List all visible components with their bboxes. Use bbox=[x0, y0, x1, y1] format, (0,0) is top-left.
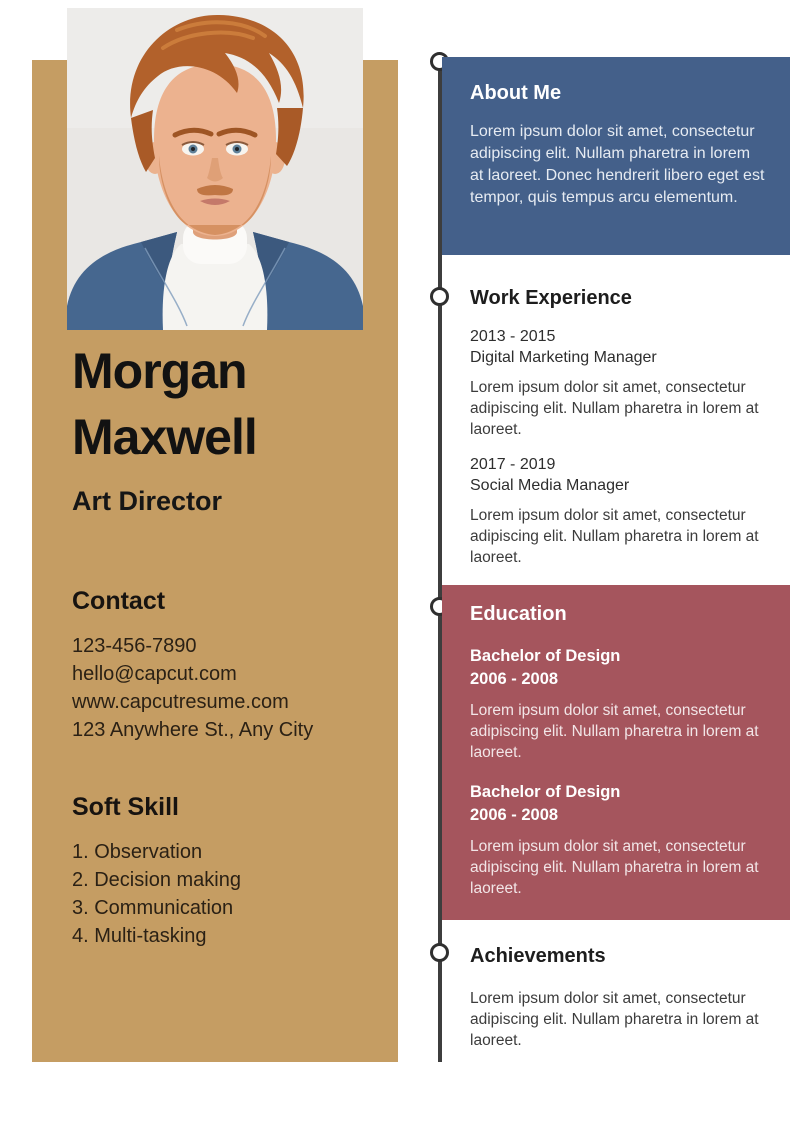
portrait-illustration bbox=[67, 8, 363, 330]
contact-heading: Contact bbox=[72, 587, 166, 615]
education-section bbox=[442, 585, 790, 920]
contact-website: www.capcutresume.com bbox=[72, 691, 289, 713]
work-experience-section bbox=[470, 286, 774, 568]
achievements-heading: Achievements bbox=[470, 945, 606, 967]
timeline-dot-work bbox=[430, 287, 449, 306]
contact-phone: 123-456-7890 bbox=[72, 635, 197, 657]
left-sidebar-content bbox=[72, 338, 372, 950]
contact-list bbox=[72, 632, 372, 744]
job-title: Art Director bbox=[72, 486, 223, 516]
education-entry bbox=[470, 781, 766, 899]
achievements-body: Lorem ipsum dolor sit amet, consectetur adipiscing elit. Nullam pharetra in lorem at laoreet. bbox=[470, 990, 759, 1049]
profile-photo bbox=[67, 8, 363, 330]
work-entry-title: Social Media Manager bbox=[470, 477, 630, 494]
work-entry-body: Lorem ipsum dolor sit amet, consectetur adipiscing elit. Nullam pharetra in lorem at laoreet. bbox=[470, 507, 759, 566]
contact-address: 123 Anywhere St., Any City bbox=[72, 719, 314, 741]
work-entry bbox=[470, 326, 774, 440]
work-entry-period: 2017 - 2019 bbox=[470, 456, 556, 473]
about-me-body: Lorem ipsum dolor sit amet, consectetur adipiscing elit. Nullam pharetra in lorem at laoreet. Donec hendrerit libero eget est tempor, quis tempus arcu elementum. bbox=[470, 123, 765, 206]
soft-skill-item: 1. Observation bbox=[72, 841, 203, 863]
person-name-line2: Maxwell bbox=[72, 409, 257, 465]
work-entry-body: Lorem ipsum dolor sit amet, consectetur adipiscing elit. Nullam pharetra in lorem at laoreet. bbox=[470, 379, 759, 438]
education-entry-period: 2006 - 2008 bbox=[470, 670, 559, 688]
about-me-heading: About Me bbox=[470, 82, 562, 104]
soft-skill-item: 3. Communication bbox=[72, 897, 234, 919]
contact-email: hello@capcut.com bbox=[72, 663, 237, 685]
education-entry-body: Lorem ipsum dolor sit amet, consectetur adipiscing elit. Nullam pharetra in lorem at laoreet. bbox=[470, 702, 759, 761]
work-experience-heading: Work Experience bbox=[470, 287, 632, 309]
education-entry-period: 2006 - 2008 bbox=[470, 806, 559, 824]
education-entry-body: Lorem ipsum dolor sit amet, consectetur adipiscing elit. Nullam pharetra in lorem at laoreet. bbox=[470, 838, 759, 897]
soft-skill-list bbox=[72, 838, 372, 950]
education-heading: Education bbox=[470, 603, 567, 625]
soft-skill-item: 2. Decision making bbox=[72, 869, 241, 891]
about-me-section bbox=[442, 57, 790, 255]
achievements-section bbox=[470, 944, 774, 1051]
timeline-dot-achievements bbox=[430, 943, 449, 962]
person-name bbox=[72, 338, 372, 470]
soft-skill-heading: Soft Skill bbox=[72, 793, 179, 821]
work-entry-title: Digital Marketing Manager bbox=[470, 349, 657, 366]
education-entry-title: Bachelor of Design bbox=[470, 647, 621, 665]
work-entry bbox=[470, 454, 774, 568]
education-entry bbox=[470, 645, 766, 763]
education-entry-title: Bachelor of Design bbox=[470, 783, 621, 801]
work-entry-period: 2013 - 2015 bbox=[470, 328, 556, 345]
soft-skill-item: 4. Multi-tasking bbox=[72, 925, 207, 947]
person-name-line1: Morgan bbox=[72, 343, 247, 399]
